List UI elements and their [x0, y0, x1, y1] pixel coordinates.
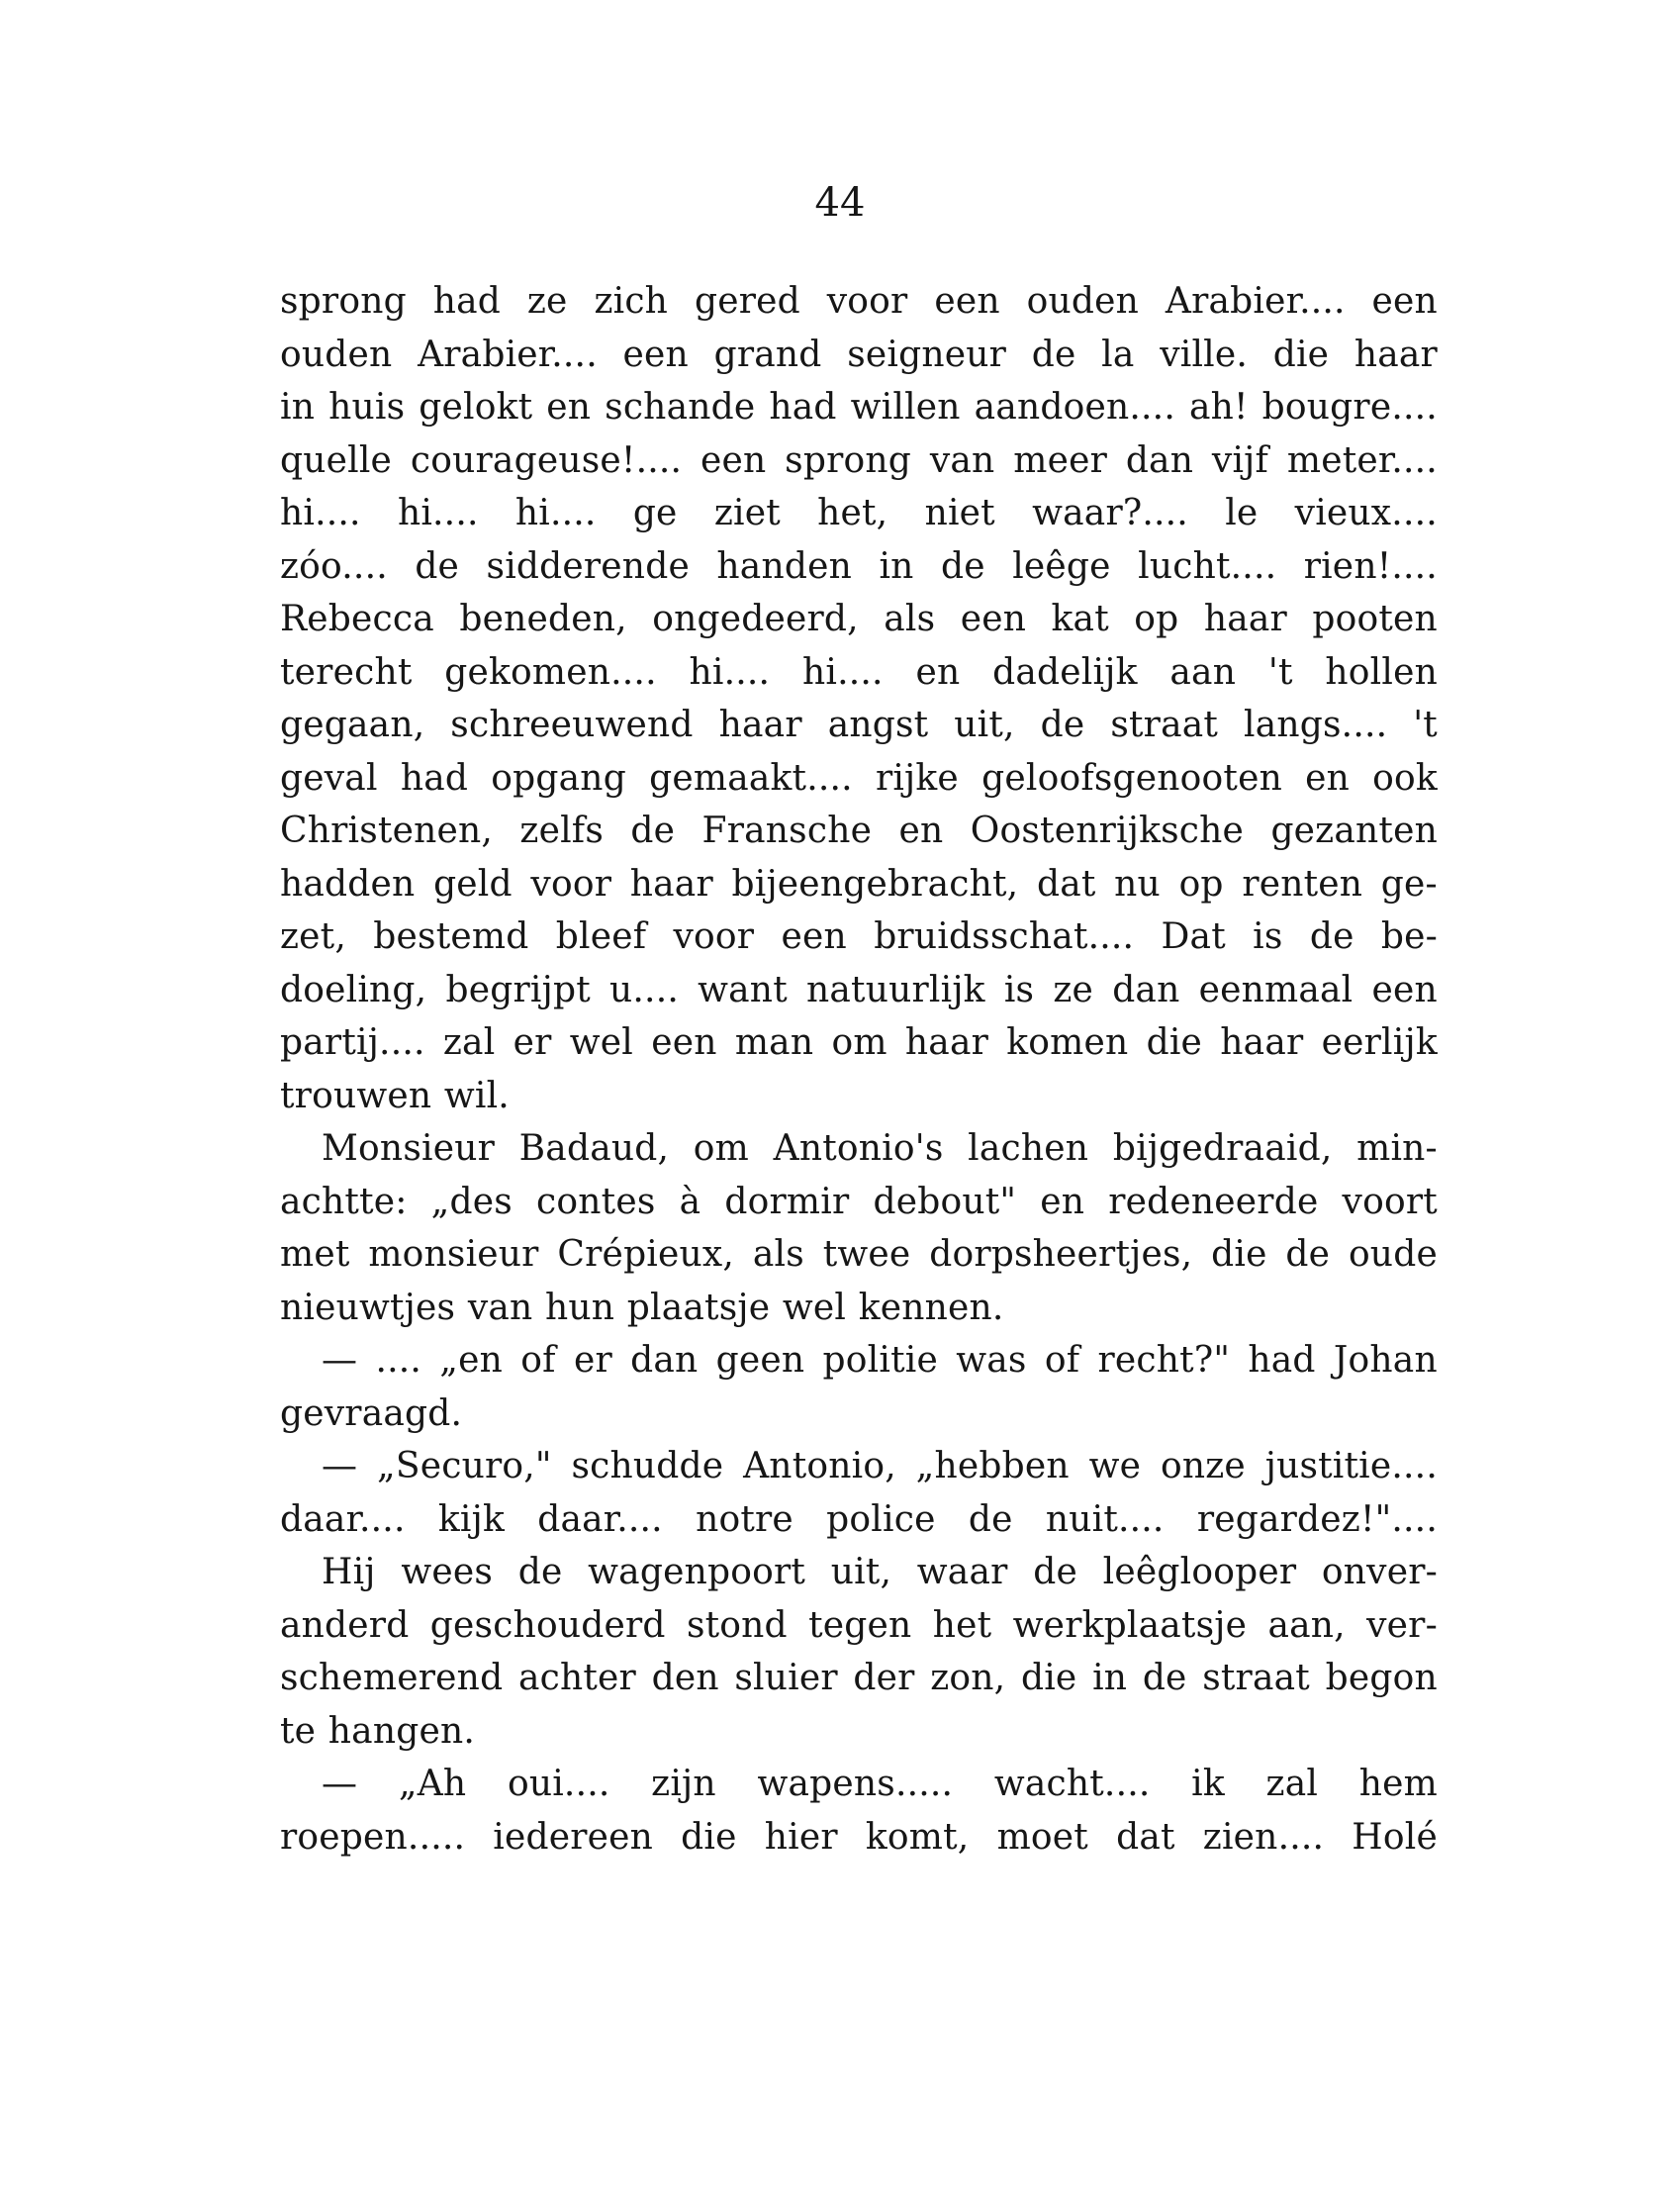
word: dan: [1112, 969, 1180, 1010]
word: bestemd: [373, 916, 529, 957]
word: haar: [1353, 334, 1438, 375]
word: om: [831, 1022, 887, 1063]
word: en: [915, 651, 961, 693]
word: huis: [328, 387, 406, 428]
word: „Ah: [398, 1764, 467, 1804]
word: die: [1211, 1234, 1267, 1275]
word: hadden: [280, 863, 416, 905]
word: opgang: [491, 757, 626, 799]
word: gered: [694, 281, 800, 322]
word: te: [280, 1710, 317, 1752]
word: ouden: [280, 334, 393, 375]
text-line: [280, 1440, 1438, 1493]
word: of: [520, 1340, 556, 1381]
word: Crépieux,: [557, 1234, 735, 1275]
word: had: [400, 757, 469, 799]
word: de: [1285, 1234, 1331, 1275]
text-line: [280, 964, 1438, 1017]
word: niet: [924, 493, 995, 533]
word: plaatsje: [626, 1287, 771, 1328]
text-line: [280, 1652, 1438, 1705]
word: nu: [1114, 863, 1161, 905]
word: courageuse!....: [410, 439, 683, 481]
word: Monsieur: [322, 1128, 496, 1169]
word: het: [932, 1604, 992, 1646]
word: hi....: [689, 651, 771, 693]
word: onze: [1160, 1446, 1246, 1486]
text-line: [280, 329, 1438, 382]
text-line: [280, 1811, 1438, 1865]
word: die: [681, 1816, 737, 1858]
word: van: [929, 439, 995, 481]
word: want: [698, 969, 788, 1010]
word: min-: [1356, 1128, 1438, 1169]
word: angst: [827, 705, 929, 745]
word: notre: [696, 1498, 793, 1540]
word: zijn: [651, 1764, 716, 1804]
word: hi....: [514, 493, 597, 533]
word: een: [651, 1022, 717, 1063]
word: we: [1088, 1446, 1142, 1486]
word: op: [1178, 863, 1224, 905]
word: lachen: [968, 1128, 1089, 1169]
word: of: [1044, 1340, 1080, 1381]
word: begrijpt: [445, 969, 591, 1010]
word: zal: [1265, 1764, 1319, 1804]
word: le: [1225, 493, 1259, 533]
text-line: [280, 593, 1438, 646]
word: ville.: [1160, 334, 1249, 375]
word: grand: [713, 334, 822, 375]
word: wapens.....: [757, 1764, 954, 1804]
word: zich: [594, 281, 669, 322]
word: gelokt: [419, 387, 533, 428]
word: trouwen: [280, 1075, 432, 1116]
word: zóo....: [280, 545, 388, 587]
word: kijk: [437, 1498, 505, 1540]
word: meer: [1013, 439, 1107, 481]
word: het,: [817, 493, 888, 533]
word: anderd: [280, 1604, 410, 1646]
word: er: [513, 1022, 552, 1063]
word: gemaakt....: [649, 757, 853, 799]
word: seigneur: [847, 334, 1007, 375]
word: nuit....: [1045, 1498, 1165, 1540]
word: die: [1146, 1022, 1203, 1063]
word: daar....: [280, 1498, 406, 1540]
word: zon,: [930, 1658, 1006, 1698]
word: dan: [1125, 439, 1194, 481]
word: hier: [764, 1816, 838, 1858]
word: Hij: [322, 1552, 376, 1592]
word: Fransche: [701, 811, 873, 851]
word: recht?": [1097, 1340, 1231, 1381]
word: wel: [569, 1022, 633, 1063]
word: Holé: [1352, 1816, 1438, 1858]
word: dat: [1036, 863, 1096, 905]
word: monsieur: [368, 1234, 539, 1275]
word: hun: [545, 1287, 615, 1328]
word: komt,: [865, 1816, 970, 1858]
word: schudde: [571, 1446, 724, 1486]
text-line: [280, 1176, 1438, 1229]
word: achtte:: [280, 1181, 408, 1222]
word: aan: [1169, 651, 1237, 693]
text-line: [280, 910, 1438, 964]
word: langs....: [1244, 705, 1388, 745]
word: in: [280, 387, 316, 428]
word: waar: [916, 1552, 1008, 1592]
word: Johan: [1333, 1340, 1438, 1381]
word: doeling,: [280, 969, 427, 1010]
word: die: [1020, 1658, 1077, 1698]
word: schreeuwend: [450, 705, 694, 745]
word: een: [781, 916, 847, 957]
word: willen: [850, 387, 961, 428]
word: den: [651, 1658, 719, 1698]
word: nieuwtjes: [280, 1287, 456, 1328]
word: is: [1253, 916, 1283, 957]
text-line: [280, 434, 1438, 488]
word: moet: [996, 1816, 1088, 1858]
word: vijf: [1211, 439, 1269, 481]
word: ge-: [1380, 863, 1438, 905]
word: u....: [609, 969, 679, 1010]
word: handen: [716, 545, 852, 587]
word: —: [322, 1340, 358, 1381]
word: redeneerde: [1108, 1181, 1319, 1222]
word: een: [960, 599, 1027, 639]
word: quelle: [280, 439, 393, 481]
word: en: [546, 387, 592, 428]
word: dadelijk: [992, 651, 1138, 693]
text-line: [280, 1705, 1438, 1759]
word: hi....: [397, 493, 479, 533]
word: gezanten: [1270, 811, 1438, 851]
word: de: [415, 545, 460, 587]
word: ze: [1053, 969, 1094, 1010]
text-line: [280, 1387, 1438, 1441]
word: met: [280, 1234, 350, 1275]
word: partij....: [280, 1022, 425, 1063]
word: oude: [1348, 1234, 1438, 1275]
word: Rebecca: [280, 599, 434, 639]
word: ouden: [1026, 281, 1140, 322]
word: gevraagd.: [280, 1392, 463, 1434]
word: sprong: [280, 281, 407, 322]
word: terecht: [280, 651, 413, 693]
word: de: [517, 1552, 563, 1592]
word: hollen: [1325, 651, 1438, 693]
word: voor: [673, 916, 755, 957]
word: sidderende: [486, 545, 690, 587]
word: voor: [826, 281, 908, 322]
word: renten: [1242, 863, 1363, 905]
word: wacht....: [993, 1764, 1151, 1804]
text-line: [280, 275, 1438, 329]
word: haar: [629, 863, 713, 905]
word: ver-: [1366, 1604, 1438, 1646]
word: wagenpoort: [588, 1552, 806, 1592]
word: —: [322, 1764, 358, 1804]
word: wel: [782, 1287, 847, 1328]
word: aandoen....: [974, 387, 1175, 428]
word: geval: [280, 757, 378, 799]
word: hangen.: [327, 1710, 475, 1752]
word: pooten: [1312, 599, 1438, 639]
word: geen: [715, 1340, 805, 1381]
word: straat: [1110, 705, 1219, 745]
word: ah!: [1188, 387, 1249, 428]
word: „Securo,": [377, 1446, 552, 1486]
word: kennen.: [858, 1287, 1004, 1328]
word: „hebben: [915, 1446, 1070, 1486]
word: aan,: [1267, 1604, 1346, 1646]
word: leêge: [1012, 545, 1111, 587]
word: als: [884, 599, 936, 639]
word: Antonio's: [773, 1128, 944, 1169]
word: politie: [822, 1340, 938, 1381]
word: geld: [433, 863, 513, 905]
word: had: [1248, 1340, 1316, 1381]
word: haar: [718, 705, 802, 745]
word: de: [1309, 916, 1354, 957]
word: de: [941, 545, 985, 587]
word: is: [1003, 969, 1035, 1010]
word: rien!....: [1303, 545, 1438, 587]
word: regardez!"....: [1196, 1498, 1438, 1540]
word: bijgedraaid,: [1112, 1128, 1333, 1169]
word: schemerend: [280, 1658, 504, 1698]
word: de: [1031, 334, 1076, 375]
word: 't: [1413, 705, 1438, 745]
word: op: [1134, 599, 1179, 639]
word: iedereen: [493, 1816, 654, 1858]
word: werkplaatsje: [1012, 1604, 1248, 1646]
word: en: [1040, 1181, 1085, 1222]
text-line: [280, 381, 1438, 434]
word: was: [956, 1340, 1027, 1381]
text-line: [280, 1016, 1438, 1070]
text-line: [280, 487, 1438, 540]
word: als: [752, 1234, 804, 1275]
word: eenmaal: [1198, 969, 1353, 1010]
word: bijeengebracht,: [731, 863, 1019, 905]
word: om: [693, 1128, 750, 1169]
word: vieux....: [1294, 493, 1438, 533]
word: ge: [632, 493, 678, 533]
word: waar?....: [1032, 493, 1188, 533]
text-line: [280, 752, 1438, 806]
word: had: [769, 387, 837, 428]
word: geloofsgenooten: [981, 757, 1282, 799]
word: in: [879, 545, 914, 587]
word: haar: [1203, 599, 1287, 639]
word: à: [679, 1181, 701, 1222]
text-line: [280, 1334, 1438, 1387]
word: der: [853, 1658, 915, 1698]
word: Christenen,: [280, 811, 494, 851]
word: ook: [1372, 757, 1438, 799]
word: leêglooper: [1102, 1552, 1297, 1592]
text-line: [280, 540, 1438, 594]
word: de: [968, 1498, 1013, 1540]
word: dorpsheertjes,: [929, 1234, 1193, 1275]
word: uit,: [830, 1552, 892, 1592]
word: Arabier....: [418, 334, 598, 375]
text-line: [280, 1122, 1438, 1176]
word: een: [1371, 281, 1438, 322]
text-line: [280, 1228, 1438, 1282]
word: zal: [442, 1022, 496, 1063]
word: zien....: [1202, 1816, 1325, 1858]
word: wees: [401, 1552, 494, 1592]
word: contes: [536, 1181, 656, 1222]
word: straat: [1202, 1658, 1310, 1698]
word: zelfs: [519, 811, 605, 851]
word: van: [467, 1287, 533, 1328]
word: lucht....: [1138, 545, 1277, 587]
word: debout": [873, 1181, 1017, 1222]
word: eerlijk: [1321, 1022, 1438, 1063]
word: hem: [1358, 1764, 1438, 1804]
word: dan: [630, 1340, 699, 1381]
word: en: [1305, 757, 1351, 799]
word: man: [734, 1022, 814, 1063]
word: geschouderd: [429, 1604, 666, 1646]
word: bleef: [555, 916, 647, 957]
word: ongedeerd,: [652, 599, 859, 639]
word: twee: [822, 1234, 911, 1275]
word: police: [826, 1498, 936, 1540]
word: de: [1040, 705, 1085, 745]
word: hi....: [801, 651, 884, 693]
word: de: [1033, 1552, 1077, 1592]
word: natuurlijk: [806, 969, 985, 1010]
word: achter: [517, 1658, 636, 1698]
text-line: [280, 1546, 1438, 1599]
text-line: [280, 1070, 1438, 1123]
word: een: [700, 439, 767, 481]
text-line: [280, 858, 1438, 911]
word: stond: [686, 1604, 788, 1646]
word: be-: [1380, 916, 1438, 957]
text-line: [280, 646, 1438, 700]
word: een: [622, 334, 689, 375]
word: haar: [904, 1022, 989, 1063]
word: onver-: [1321, 1552, 1438, 1592]
word: sprong: [785, 439, 912, 481]
word: Oostenrijksche: [970, 811, 1245, 851]
text-line: [280, 1758, 1438, 1811]
word: haar: [1220, 1022, 1304, 1063]
word: de: [1142, 1658, 1187, 1698]
word: zet,: [280, 916, 346, 957]
word: in: [1092, 1658, 1128, 1698]
body-text: [280, 275, 1438, 1864]
word: meter....: [1286, 439, 1438, 481]
word: kat: [1051, 599, 1109, 639]
word: had: [432, 281, 502, 322]
word: Antonio,: [743, 1446, 896, 1486]
word: bougre....: [1261, 387, 1438, 428]
text-line: [280, 1493, 1438, 1547]
word: komen: [1006, 1022, 1129, 1063]
word: 't: [1267, 651, 1293, 693]
word: een: [934, 281, 1000, 322]
word: daar....: [537, 1498, 663, 1540]
word: ik: [1191, 1764, 1225, 1804]
text-line: [280, 1599, 1438, 1653]
word: en: [898, 811, 944, 851]
word: een: [1371, 969, 1438, 1010]
word: ziet: [713, 493, 781, 533]
word: justitie....: [1264, 1446, 1438, 1486]
word: wil.: [443, 1075, 510, 1116]
word: „en: [439, 1340, 504, 1381]
word: —: [322, 1446, 358, 1486]
word: de: [630, 811, 676, 851]
word: voor: [530, 863, 612, 905]
text-line: [280, 805, 1438, 858]
word: bruidsschat....: [874, 916, 1135, 957]
word: gegaan,: [280, 705, 425, 745]
word: hi....: [280, 493, 361, 533]
word: rijke: [875, 757, 959, 799]
word: oui....: [507, 1764, 610, 1804]
word: „des: [430, 1181, 513, 1222]
word: schande: [605, 387, 756, 428]
word: gekomen....: [444, 651, 657, 693]
word: Arabier....: [1165, 281, 1346, 322]
word: Badaud,: [518, 1128, 670, 1169]
word: ....: [375, 1340, 422, 1381]
word: uit,: [954, 705, 1015, 745]
text-line: [280, 699, 1438, 752]
word: dat: [1116, 1816, 1175, 1858]
word: dormir: [724, 1181, 850, 1222]
word: er: [573, 1340, 612, 1381]
word: Dat: [1161, 916, 1226, 957]
word: beneden,: [459, 599, 627, 639]
word: ze: [526, 281, 568, 322]
word: die: [1272, 334, 1330, 375]
word: begon: [1325, 1658, 1438, 1698]
word: voort: [1342, 1181, 1438, 1222]
page-number: 44: [814, 180, 866, 226]
word: tegen: [808, 1604, 912, 1646]
text-line: [280, 1282, 1438, 1335]
word: la: [1101, 334, 1135, 375]
word: roepen.....: [280, 1816, 466, 1858]
word: sluier: [734, 1658, 838, 1698]
